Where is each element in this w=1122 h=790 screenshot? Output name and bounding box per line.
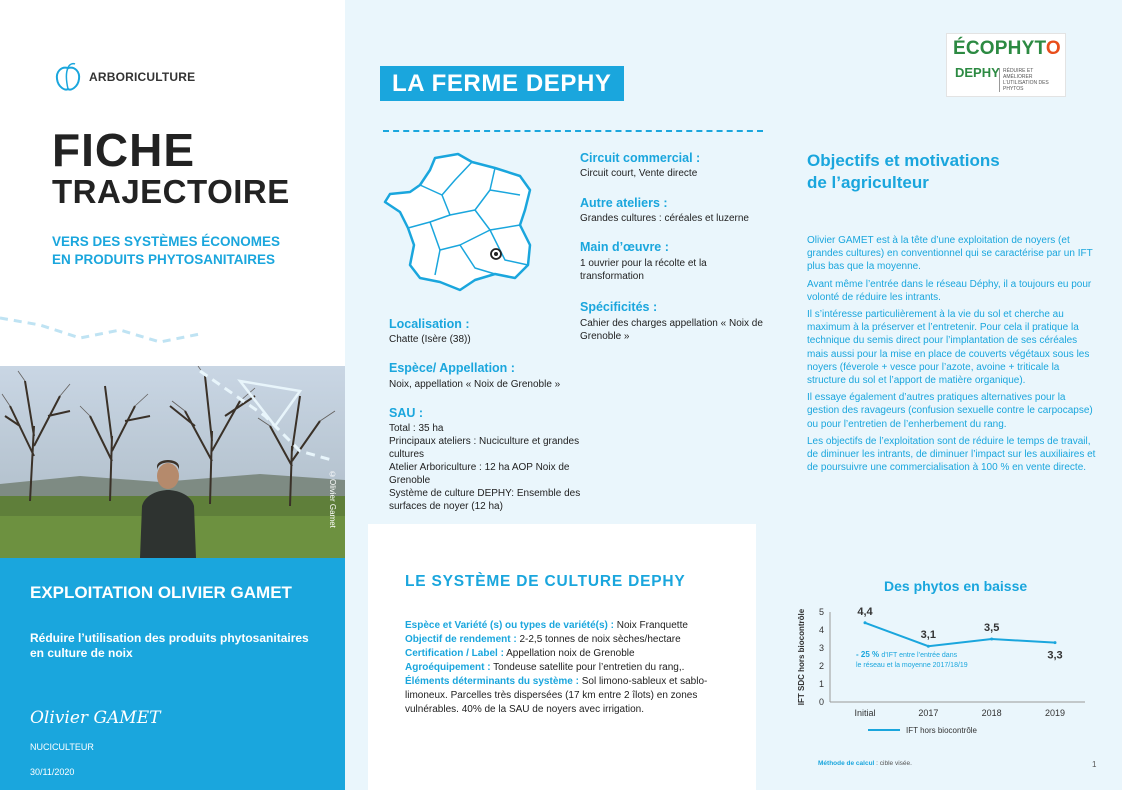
systeme-value: 2-2,5 tonnes de noix sèches/hectare (516, 634, 681, 645)
sau-details (389, 422, 604, 513)
series-line (865, 623, 1055, 646)
data-label: 3,3 (1047, 649, 1063, 662)
sau-line: Total : 35 ha (389, 423, 444, 434)
objectifs-paragraph: Les objectifs de l’exploitation sont de réduire le temps de travail, de diminuer les intrants, de diminuer l’impact sur les auxiliaires et de poursuivre une commercialisation à 100 % en vente directe. (807, 435, 1096, 474)
systeme-key: Objectif de rendement : (405, 634, 517, 645)
farmer-photo (0, 366, 345, 558)
espece-label: Espèce/ Appellation : (389, 361, 515, 375)
y-axis-label: IFT SDC hors biocontrôle (797, 608, 806, 706)
objectifs-title: Objectifs et motivations de l’agriculteur (807, 151, 1000, 192)
farmer-signature: Olivier GAMET (30, 708, 161, 728)
subtitle: VERS DES SYSTÈMES ÉCONOMES EN PRODUITS PHYTOSANITAIRES (52, 234, 281, 267)
method-text: : cible visée. (874, 760, 912, 767)
method-note (818, 760, 912, 767)
main-oeuvre-text: 1 ouvrier pour la récolte et la transformation (580, 258, 707, 282)
systeme-value: Noix Franquette (613, 620, 688, 631)
title-fiche: FICHE (52, 124, 195, 176)
data-label: 3,1 (920, 629, 936, 642)
systeme-key: Agroéquipement : (405, 662, 491, 673)
objectifs-paragraph: Il s’intéresse particulièrement à la vie du sol et cherche au maximum à la préserver et l’entretenir. Pour cela il pratique la technique du semis direct pour l’implantation de ses céréales mais aussi pour la mise en place de couverts végétaux sous les noyers (féverole + vesce pour l’azote, avoine + triticale la structure du sol et l’apport de matière organique). (807, 309, 1090, 387)
exploitation-subtitle: Réduire l’utilisation des produits phytosanitaires en culture de noix (30, 631, 309, 660)
sau-line: Principaux ateliers : Nuciculture et grandes cultures (389, 436, 580, 460)
systeme-value: Sol limono-sableux et sablo-limoneux. Parcelles très dispersées (17 km entre 2 îlots) en zones vulnérables. 40% de la SAU de noyers avec irrigation. (405, 676, 708, 715)
x-tick-label: Initial (854, 708, 876, 718)
systeme-key: Certification / Label : (405, 648, 504, 659)
x-tick-label: 2019 (1044, 708, 1066, 718)
specificites-text: Cahier des charges appellation « Noix de Grenoble » (580, 318, 763, 342)
x-tick-label: 2018 (981, 708, 1002, 718)
localisation-text: Chatte (Isère (38)) (389, 334, 471, 345)
y-tick-label: 5 (818, 607, 824, 617)
data-point (864, 621, 867, 624)
page-number: 1 (1092, 760, 1097, 769)
brand-name: ARBORICULTURE (89, 70, 196, 84)
ecophyto-logo (946, 33, 1066, 97)
main-oeuvre-label: Main d’œuvre : (580, 240, 669, 254)
ateliers-label: Autre ateliers : (580, 196, 668, 210)
sau-line: Système de culture DEPHY: Ensemble des surfaces de noyer (12 ha) (389, 488, 581, 512)
ferme-dephy-title: LA FERME DEPHY (380, 66, 624, 101)
data-point (990, 638, 993, 641)
objectifs-paragraph: Olivier GAMET est à la tête d’une exploitation de noyers (et grandes cultures) en conventionnel qui se caractérise par un IFT plus bas que la moyenne. (807, 235, 1093, 273)
circuit-text: Circuit court, Vente directe (580, 168, 698, 179)
data-label: 3,5 (984, 622, 1000, 634)
objectifs-text (807, 234, 1097, 478)
sau-line: Atelier Arboriculture : 12 ha AOP Noix de Grenoble (389, 462, 570, 486)
photo-credit: ©Olivier Gamet (328, 470, 337, 528)
sau-label: SAU : (389, 406, 424, 420)
exploitation-title: EXPLOITATION OLIVIER GAMET (30, 583, 292, 602)
y-tick-label: 1 (818, 679, 824, 689)
y-tick-label: 0 (818, 697, 824, 707)
y-tick-label: 2 (818, 661, 824, 671)
france-map-icon (380, 150, 555, 295)
legend-label: IFT hors biocontrôle (906, 726, 977, 735)
localisation-label: Localisation : (389, 317, 470, 331)
specificites-label: Spécificités : (580, 300, 658, 314)
espece-text: Noix, appellation « Noix de Grenoble » (389, 379, 561, 390)
systeme-details (405, 619, 727, 717)
ecophyto-wordmark: ÉCOPHYTO (953, 38, 1061, 59)
ecophyto-dephy: DEPHY (955, 65, 1000, 80)
y-tick-label: 4 (818, 625, 824, 635)
data-point (1054, 641, 1057, 644)
y-tick-label: 3 (818, 643, 824, 653)
x-tick-label: 2017 (918, 708, 939, 718)
circuit-label: Circuit commercial : (580, 151, 701, 165)
peach-logo-icon (55, 62, 81, 92)
objectifs-paragraph: Avant même l’entrée dans le réseau Déphy, il a toujours eu pour volonté de réduire les intrants. (807, 278, 1092, 303)
ateliers-text: Grandes cultures : céréales et luzerne (580, 213, 749, 224)
systeme-value: Appellation noix de Grenoble (503, 648, 635, 659)
systeme-key: Espèce et Variété (s) ou types de variété(s) : (405, 620, 614, 631)
systeme-value: Tondeuse satellite pour l’entretien du rang,. (490, 662, 685, 673)
document-date: 30/11/2020 (30, 767, 75, 777)
brand (55, 62, 195, 92)
farmer-job: NUCICULTEUR (30, 742, 94, 752)
chart-annotation: - 25 % d’IFT entre l’entrée dans le réseau et la moyenne 2017/18/19 (856, 650, 968, 669)
data-label: 4,4 (857, 605, 873, 618)
systeme-title: LE SYSTÈME DE CULTURE DEPHY (405, 573, 686, 590)
systeme-key: Éléments déterminants du système : (405, 676, 579, 687)
title-trajectoire: TRAJECTOIRE (52, 173, 290, 210)
method-label: Méthode de calcul (818, 760, 875, 767)
divider (383, 130, 763, 132)
chart-title: Des phytos en baisse (884, 578, 1028, 594)
objectifs-paragraph: Il essaye également d’autres pratiques alternatives pour la gestion des ravageurs (confusion sexuelle contre le carpocapse) ou pour l’entretien de l’enherbement du rang. (807, 392, 1093, 430)
ecophyto-tagline: RÉDUIRE ET AMÉLIORER L’UTILISATION DES PHYTOS (999, 68, 1061, 92)
data-point (927, 645, 930, 648)
ift-chart (790, 590, 1090, 750)
